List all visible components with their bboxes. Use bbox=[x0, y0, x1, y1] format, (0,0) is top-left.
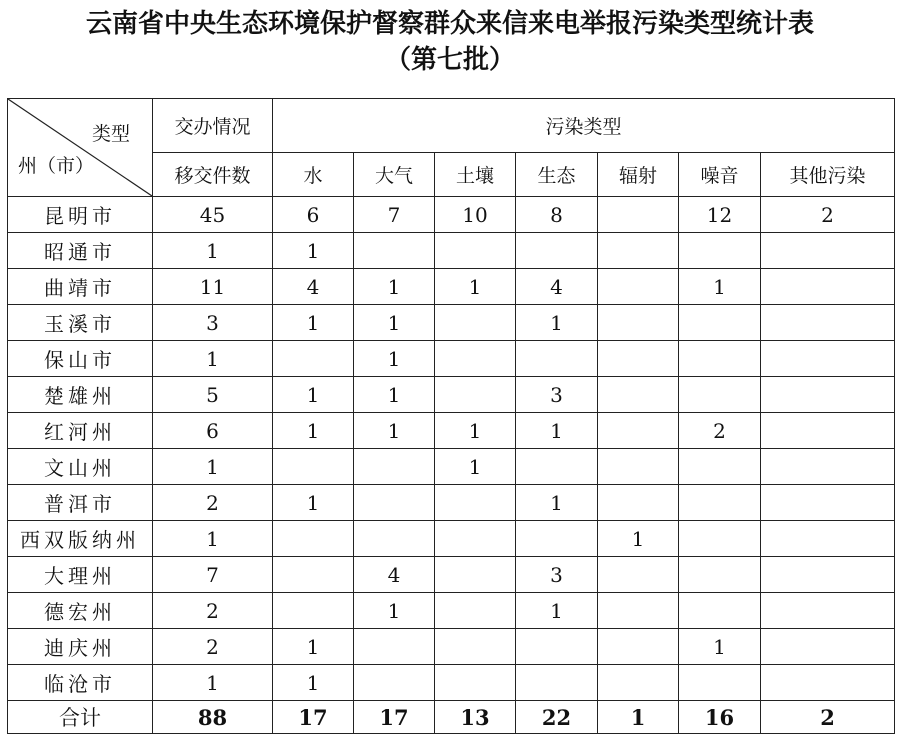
region-cell: 楚雄州 bbox=[8, 377, 153, 413]
count-cell bbox=[598, 629, 679, 665]
count-cell bbox=[598, 341, 679, 377]
count-cell bbox=[598, 377, 679, 413]
column-header: 土壤 bbox=[435, 153, 516, 197]
count-cell bbox=[761, 305, 895, 341]
count-cell bbox=[679, 557, 761, 593]
count-cell: 1 bbox=[516, 413, 598, 449]
total-count-cell: 17 bbox=[273, 701, 354, 734]
count-cell bbox=[273, 557, 354, 593]
count-cell bbox=[761, 341, 895, 377]
count-cell bbox=[598, 665, 679, 701]
handling-group-header: 交办情况 bbox=[153, 99, 273, 153]
count-cell bbox=[354, 449, 435, 485]
count-cell: 1 bbox=[354, 413, 435, 449]
count-cell bbox=[761, 413, 895, 449]
count-cell: 1 bbox=[153, 449, 273, 485]
count-cell bbox=[354, 629, 435, 665]
count-cell: 1 bbox=[273, 377, 354, 413]
count-cell bbox=[435, 521, 516, 557]
table-row bbox=[8, 305, 895, 341]
count-cell: 11 bbox=[153, 269, 273, 305]
count-cell: 3 bbox=[516, 377, 598, 413]
count-cell bbox=[679, 233, 761, 269]
count-cell: 6 bbox=[273, 197, 354, 233]
count-cell bbox=[516, 665, 598, 701]
count-cell bbox=[598, 305, 679, 341]
count-cell bbox=[435, 485, 516, 521]
count-cell bbox=[598, 485, 679, 521]
count-cell: 1 bbox=[153, 521, 273, 557]
count-cell bbox=[679, 377, 761, 413]
count-cell bbox=[598, 557, 679, 593]
count-cell: 8 bbox=[516, 197, 598, 233]
total-label-cell: 合计 bbox=[8, 701, 153, 734]
document-title: 云南省中央生态环境保护督察群众来信来电举报污染类型统计表 bbox=[85, 9, 814, 39]
region-cell: 普洱市 bbox=[8, 485, 153, 521]
count-cell: 1 bbox=[354, 341, 435, 377]
count-cell bbox=[354, 233, 435, 269]
count-cell bbox=[354, 521, 435, 557]
count-cell bbox=[273, 449, 354, 485]
count-cell bbox=[273, 341, 354, 377]
count-cell bbox=[354, 485, 435, 521]
region-cell: 保山市 bbox=[8, 341, 153, 377]
count-cell bbox=[598, 593, 679, 629]
count-cell bbox=[679, 665, 761, 701]
count-cell: 1 bbox=[153, 665, 273, 701]
total-count-cell: 22 bbox=[516, 701, 598, 734]
total-count-cell: 17 bbox=[354, 701, 435, 734]
count-cell bbox=[435, 233, 516, 269]
table-row bbox=[8, 521, 895, 557]
count-cell bbox=[598, 449, 679, 485]
region-cell: 文山州 bbox=[8, 449, 153, 485]
count-cell: 1 bbox=[354, 377, 435, 413]
count-cell: 2 bbox=[761, 197, 895, 233]
count-cell bbox=[761, 665, 895, 701]
count-cell bbox=[516, 449, 598, 485]
table-row bbox=[8, 629, 895, 665]
column-header: 移交件数 bbox=[153, 153, 273, 197]
count-cell bbox=[516, 341, 598, 377]
count-cell: 1 bbox=[679, 269, 761, 305]
count-cell: 4 bbox=[273, 269, 354, 305]
count-cell bbox=[761, 521, 895, 557]
count-cell bbox=[679, 593, 761, 629]
column-header: 大气 bbox=[354, 153, 435, 197]
count-cell bbox=[516, 521, 598, 557]
count-cell bbox=[761, 485, 895, 521]
corner-header-cell bbox=[8, 99, 153, 197]
count-cell: 3 bbox=[153, 305, 273, 341]
table-row bbox=[8, 197, 895, 233]
count-cell: 1 bbox=[354, 269, 435, 305]
count-cell: 2 bbox=[153, 593, 273, 629]
table-row bbox=[8, 269, 895, 305]
count-cell: 2 bbox=[153, 629, 273, 665]
count-cell bbox=[679, 521, 761, 557]
count-cell bbox=[435, 665, 516, 701]
total-count-cell: 88 bbox=[153, 701, 273, 734]
table-row bbox=[8, 593, 895, 629]
count-cell: 4 bbox=[354, 557, 435, 593]
region-cell: 临沧市 bbox=[8, 665, 153, 701]
count-cell bbox=[516, 629, 598, 665]
count-cell bbox=[598, 269, 679, 305]
table-row bbox=[8, 233, 895, 269]
region-cell: 曲靖市 bbox=[8, 269, 153, 305]
document-subtitle: （第七批） bbox=[384, 45, 515, 75]
count-cell: 6 bbox=[153, 413, 273, 449]
count-cell: 1 bbox=[273, 305, 354, 341]
count-cell: 1 bbox=[435, 269, 516, 305]
column-header: 生态 bbox=[516, 153, 598, 197]
table-row bbox=[8, 557, 895, 593]
column-header: 辐射 bbox=[598, 153, 679, 197]
total-row bbox=[8, 701, 895, 734]
count-cell: 1 bbox=[153, 341, 273, 377]
region-cell: 昭通市 bbox=[8, 233, 153, 269]
count-cell: 1 bbox=[273, 665, 354, 701]
table-row bbox=[8, 665, 895, 701]
count-cell bbox=[761, 233, 895, 269]
column-header: 水 bbox=[273, 153, 354, 197]
table-row bbox=[8, 377, 895, 413]
count-cell: 1 bbox=[153, 233, 273, 269]
table-row bbox=[8, 449, 895, 485]
table-row bbox=[8, 341, 895, 377]
count-cell bbox=[273, 593, 354, 629]
region-cell: 红河州 bbox=[8, 413, 153, 449]
count-cell: 7 bbox=[354, 197, 435, 233]
count-cell bbox=[435, 593, 516, 629]
region-cell: 昆明市 bbox=[8, 197, 153, 233]
count-cell: 1 bbox=[273, 485, 354, 521]
count-cell bbox=[761, 449, 895, 485]
table-row bbox=[8, 485, 895, 521]
count-cell: 1 bbox=[354, 593, 435, 629]
count-cell: 1 bbox=[435, 413, 516, 449]
count-cell: 1 bbox=[516, 593, 598, 629]
count-cell bbox=[435, 377, 516, 413]
pollution-statistics-table bbox=[7, 98, 895, 734]
count-cell bbox=[679, 305, 761, 341]
column-header: 噪音 bbox=[679, 153, 761, 197]
count-cell: 1 bbox=[516, 485, 598, 521]
table-row bbox=[8, 413, 895, 449]
count-cell bbox=[598, 233, 679, 269]
total-count-cell: 1 bbox=[598, 701, 679, 734]
corner-region-label: 州（市） bbox=[18, 155, 95, 177]
count-cell bbox=[598, 413, 679, 449]
region-cell: 迪庆州 bbox=[8, 629, 153, 665]
count-cell bbox=[435, 305, 516, 341]
column-header: 其他污染 bbox=[761, 153, 895, 197]
diagonal-divider bbox=[8, 99, 152, 196]
count-cell: 1 bbox=[273, 233, 354, 269]
total-count-cell: 2 bbox=[761, 701, 895, 734]
count-cell bbox=[435, 629, 516, 665]
count-cell: 3 bbox=[516, 557, 598, 593]
count-cell bbox=[435, 341, 516, 377]
count-cell: 5 bbox=[153, 377, 273, 413]
count-cell bbox=[761, 377, 895, 413]
pollution-group-header: 污染类型 bbox=[273, 99, 895, 153]
region-cell: 德宏州 bbox=[8, 593, 153, 629]
corner-type-label: 类型 bbox=[91, 123, 130, 145]
count-cell: 1 bbox=[598, 521, 679, 557]
count-cell: 1 bbox=[354, 305, 435, 341]
count-cell: 4 bbox=[516, 269, 598, 305]
count-cell bbox=[761, 269, 895, 305]
count-cell bbox=[679, 485, 761, 521]
count-cell: 12 bbox=[679, 197, 761, 233]
table-body bbox=[8, 197, 895, 734]
count-cell: 1 bbox=[273, 629, 354, 665]
count-cell bbox=[679, 449, 761, 485]
total-count-cell: 16 bbox=[679, 701, 761, 734]
count-cell: 1 bbox=[516, 305, 598, 341]
count-cell bbox=[273, 521, 354, 557]
count-cell bbox=[598, 197, 679, 233]
count-cell bbox=[435, 557, 516, 593]
count-cell: 45 bbox=[153, 197, 273, 233]
count-cell: 1 bbox=[679, 629, 761, 665]
count-cell: 7 bbox=[153, 557, 273, 593]
count-cell: 1 bbox=[435, 449, 516, 485]
region-cell: 玉溪市 bbox=[8, 305, 153, 341]
count-cell bbox=[761, 629, 895, 665]
total-count-cell: 13 bbox=[435, 701, 516, 734]
count-cell: 10 bbox=[435, 197, 516, 233]
count-cell bbox=[761, 593, 895, 629]
region-cell: 西双版纳州 bbox=[8, 521, 153, 557]
count-cell bbox=[761, 557, 895, 593]
count-cell bbox=[516, 233, 598, 269]
count-cell bbox=[679, 341, 761, 377]
count-cell: 2 bbox=[679, 413, 761, 449]
region-cell: 大理州 bbox=[8, 557, 153, 593]
count-cell bbox=[354, 665, 435, 701]
count-cell: 1 bbox=[273, 413, 354, 449]
count-cell: 2 bbox=[153, 485, 273, 521]
